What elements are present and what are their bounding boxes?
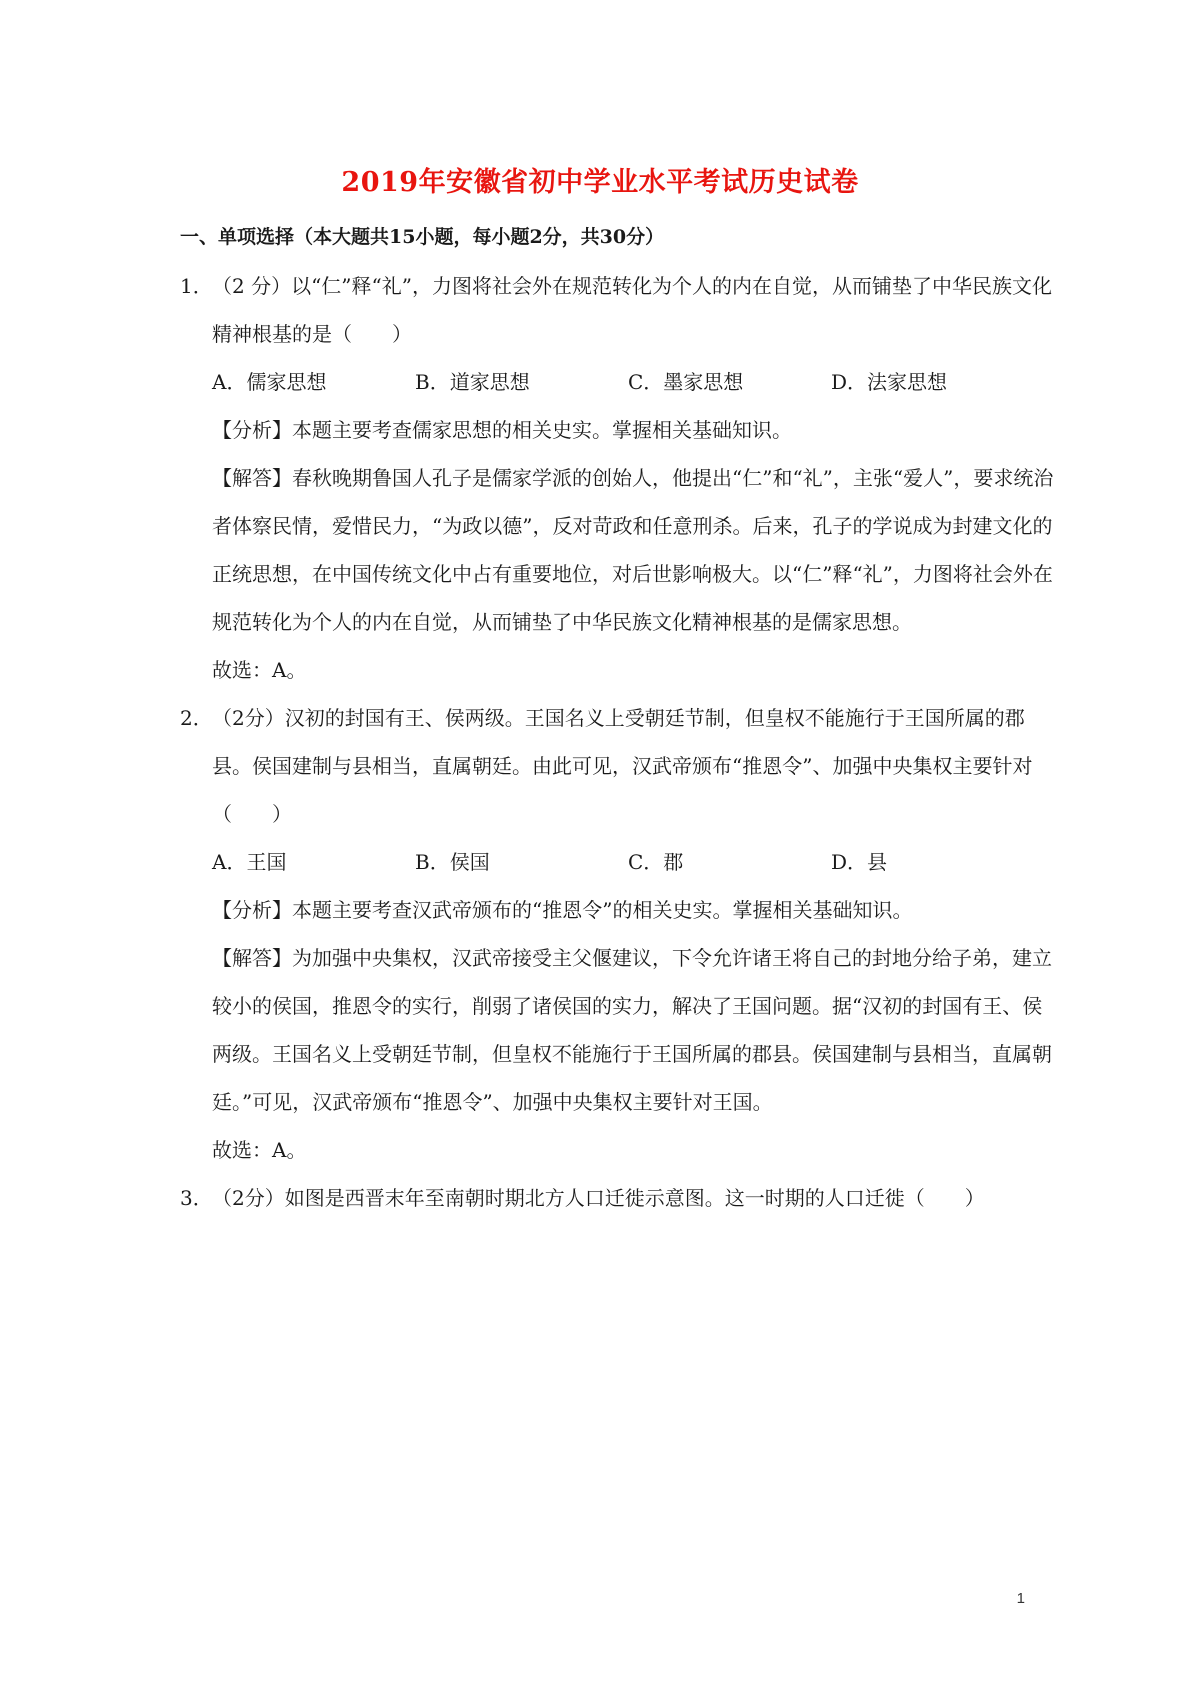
option-d: D．法家思想 — [831, 370, 948, 394]
choice-text: 故选：A。 — [212, 1138, 307, 1162]
choice-text: 故选：A。 — [212, 658, 307, 682]
option-d: D．县 — [831, 850, 888, 874]
page-title: 2019年安徽省初中学业水平考试历史试卷 — [341, 167, 859, 198]
question-3 — [180, 1174, 1055, 1222]
question-number: 3． — [180, 1186, 213, 1210]
option-c: C．墨家思想 — [628, 370, 744, 394]
question-number: 1． — [180, 274, 213, 298]
question-stem: （2分）汉初的封国有王、侯两级。王国名义上受朝廷节制，但皇权不能施行于王国所属的郡县。侯国建制与县相当，直属朝廷。由此可见，汉武帝颁布“推恩令”、加强中央集权主要针对（ ） — [212, 706, 1033, 826]
option-b: B．道家思想 — [415, 370, 530, 394]
option-a: A．儒家思想 — [212, 370, 327, 394]
section-heading: 一、单项选择（本大题共15小题，每小题2分，共30分） — [180, 226, 665, 248]
question-list — [180, 262, 1055, 1222]
question-stem: （2 分）以“仁”释“礼”，力图将社会外在规范转化为个人的内在自觉，从而铺垫了中华民族文化精神根基的是（ ） — [212, 274, 1052, 346]
analysis-text: 【分析】本题主要考查汉武帝颁布的“推恩令”的相关史实。掌握相关基础知识。 — [212, 898, 913, 922]
answer-text: 【解答】春秋晚期鲁国人孔子是儒家学派的创始人，他提出“仁”和“礼”，主张“爱人”，要求统治者体察民情，爱惜民力，“为政以德”，反对苛政和任意刑杀。后来，孔子的学说成为封建文化的正统思想，在中国传统文化中占有重要地位，对后世影响极大。以“仁”释“礼”，力图将社会外在规范转化为个人的内在自觉，从而铺垫了中华民族文化精神根基的是儒家思想。 — [212, 466, 1054, 634]
question-1 — [180, 262, 1055, 694]
option-b: B．侯国 — [415, 850, 490, 874]
option-c: C．郡 — [628, 850, 684, 874]
option-list — [180, 838, 1055, 886]
option-list — [180, 358, 1055, 406]
question-2 — [180, 694, 1055, 1174]
page-number: 1 — [1016, 1590, 1025, 1607]
question-number: 2． — [180, 706, 213, 730]
answer-text: 【解答】为加强中央集权，汉武帝接受主父偃建议，下令允许诸王将自己的封地分给子弟，建立较小的侯国，推恩令的实行，削弱了诸侯国的实力，解决了王国问题。据“汉初的封国有王、侯两级。王国名义上受朝廷节制，但皇权不能施行于王国所属的郡县。侯国建制与县相当，直属朝廷。”可见，汉武帝颁布“推恩令”、加强中央集权主要针对王国。 — [212, 946, 1052, 1114]
option-a: A．王国 — [212, 850, 287, 874]
question-stem: （2分）如图是西晋末年至南朝时期北方人口迁徙示意图。这一时期的人口迁徙（ ） — [212, 1186, 985, 1210]
analysis-text: 【分析】本题主要考查儒家思想的相关史实。掌握相关基础知识。 — [212, 418, 792, 442]
